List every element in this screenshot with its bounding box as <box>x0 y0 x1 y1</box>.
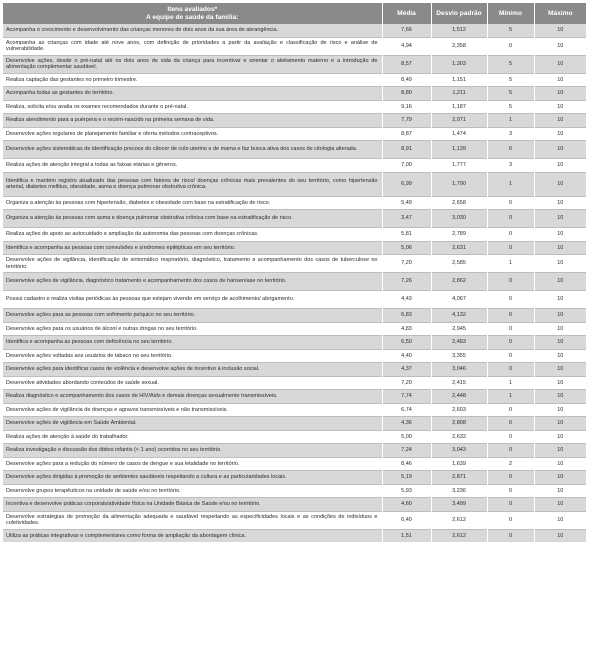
cell-item: Identifica e acompanha as pessoas com deficiência no seu território. <box>3 336 382 350</box>
table-row <box>3 196 586 210</box>
header-items <box>3 3 382 24</box>
cell-maximo: 10 <box>534 114 586 128</box>
cell-desvio-padrao: 1,303 <box>431 55 487 73</box>
cell-item: Desenvolve grupos terapêuticos na unidade de saúde e/ou no território. <box>3 484 382 498</box>
cell-maximo: 10 <box>534 390 586 404</box>
cell-item: Realiza ações de atenção integral a todas as faixas etárias e gêneros. <box>3 159 382 173</box>
cell-minimo: 1 <box>487 376 534 390</box>
cell-item: Utiliza as práticas integrativas e complementares como forma de ampliação da abordagem clínica. <box>3 529 382 542</box>
cell-desvio-padrao: 2,603 <box>431 403 487 417</box>
table-row <box>3 457 586 471</box>
table-row <box>3 511 586 529</box>
cell-minimo: 0 <box>487 196 534 210</box>
cell-minimo: 5 <box>487 55 534 73</box>
table-row <box>3 24 586 37</box>
cell-item: Realiza diagnóstico e acompanhamento dos casos de HIV/Aids e demais doenças sexualmente transmissíveis. <box>3 390 382 404</box>
cell-item: Realiza atendimento para a puérpera e o recém-nascido na primeira semana de vida. <box>3 114 382 128</box>
cell-desvio-padrao: 1,474 <box>431 127 487 141</box>
table-row <box>3 349 586 363</box>
table-row <box>3 172 586 196</box>
cell-maximo: 10 <box>534 87 586 101</box>
cell-maximo: 10 <box>534 241 586 255</box>
table-row <box>3 141 586 159</box>
cell-minimo: 6 <box>487 141 534 159</box>
table-row <box>3 241 586 255</box>
cell-minimo: 0 <box>487 471 534 485</box>
cell-minimo: 0 <box>487 363 534 377</box>
cell-media: 7,20 <box>382 255 431 273</box>
cell-media: 6,83 <box>382 309 431 323</box>
cell-media: 6,50 <box>382 336 431 350</box>
cell-desvio-padrao: 2,945 <box>431 322 487 336</box>
cell-minimo: 0 <box>487 444 534 458</box>
cell-media: 5,06 <box>382 241 431 255</box>
cell-desvio-padrao: 3,043 <box>431 444 487 458</box>
cell-media: 8,46 <box>382 457 431 471</box>
table-row <box>3 127 586 141</box>
cell-item: Incentiva e desenvolve práticas corporais/atividade física na Unidade Básica de Saúde e/ou no território. <box>3 498 382 512</box>
cell-media: 7,24 <box>382 444 431 458</box>
cell-minimo: 0 <box>487 210 534 228</box>
table-row <box>3 336 586 350</box>
table-row <box>3 430 586 444</box>
cell-maximo: 10 <box>534 511 586 529</box>
cell-minimo: 3 <box>487 159 534 173</box>
cell-minimo: 1 <box>487 114 534 128</box>
cell-minimo: 1 <box>487 255 534 273</box>
cell-item: Acompanha todas as gestantes do território. <box>3 87 382 101</box>
cell-desvio-padrao: 1,211 <box>431 87 487 101</box>
cell-desvio-padrao: 2,612 <box>431 511 487 529</box>
cell-desvio-padrao: 4,067 <box>431 291 487 309</box>
cell-minimo: 1 <box>487 172 534 196</box>
cell-media: 4,83 <box>382 322 431 336</box>
table-row <box>3 87 586 101</box>
cell-minimo: 0 <box>487 430 534 444</box>
cell-maximo: 10 <box>534 37 586 55</box>
cell-minimo: 5 <box>487 100 534 114</box>
cell-desvio-padrao: 3,499 <box>431 498 487 512</box>
cell-maximo: 10 <box>534 228 586 242</box>
cell-media: 7,26 <box>382 273 431 291</box>
cell-item: Desenvolve ações de vigilância de doenças e agravos transmissíveis e não transmissíveis. <box>3 403 382 417</box>
cell-item: Desenvolve ações para as pessoas com sofrimento psíquico no seu território. <box>3 309 382 323</box>
cell-minimo: 0 <box>487 309 534 323</box>
cell-minimo: 0 <box>487 291 534 309</box>
table-row <box>3 444 586 458</box>
cell-media: 9,16 <box>382 100 431 114</box>
cell-item: Realiza ações de apoio ao autocuidado e ampliação da autonomia das pessoas com doenças crônicas. <box>3 228 382 242</box>
cell-desvio-padrao: 1,187 <box>431 100 487 114</box>
header-items-line2: A equipe de saúde da família: <box>146 13 239 21</box>
cell-item: Desenvolve ações dirigidas à promoção de ambientes saudáveis respeitando a cultura e as particularidades locais. <box>3 471 382 485</box>
cell-minimo: 0 <box>487 417 534 431</box>
cell-minimo: 0 <box>487 529 534 542</box>
table-row <box>3 498 586 512</box>
cell-desvio-padrao: 2,871 <box>431 471 487 485</box>
cell-maximo: 10 <box>534 430 586 444</box>
table-row <box>3 403 586 417</box>
cell-maximo: 10 <box>534 349 586 363</box>
cell-desvio-padrao: 2,862 <box>431 273 487 291</box>
table-row <box>3 484 586 498</box>
cell-desvio-padrao: 1,139 <box>431 141 487 159</box>
cell-media: 5,93 <box>382 484 431 498</box>
cell-media: 7,74 <box>382 390 431 404</box>
cell-maximo: 10 <box>534 336 586 350</box>
cell-minimo: 0 <box>487 37 534 55</box>
cell-media: 8,91 <box>382 141 431 159</box>
evaluation-table <box>3 3 586 542</box>
table-row <box>3 309 586 323</box>
cell-minimo: 0 <box>487 336 534 350</box>
cell-maximo: 10 <box>534 417 586 431</box>
table-header-row <box>3 3 586 24</box>
table-row <box>3 390 586 404</box>
cell-desvio-padrao: 3,046 <box>431 363 487 377</box>
cell-minimo: 0 <box>487 228 534 242</box>
cell-maximo: 10 <box>534 273 586 291</box>
cell-media: 8,57 <box>382 55 431 73</box>
cell-desvio-padrao: 2,612 <box>431 529 487 542</box>
cell-minimo: 5 <box>487 24 534 37</box>
cell-item: Realiza captação das gestantes no primeiro trimestre. <box>3 73 382 87</box>
table-row <box>3 228 586 242</box>
cell-media: 8,87 <box>382 127 431 141</box>
cell-minimo: 5 <box>487 87 534 101</box>
table-row <box>3 376 586 390</box>
cell-maximo: 10 <box>534 309 586 323</box>
cell-item: Desenvolve atividades abordando conteúdos de saúde sexual. <box>3 376 382 390</box>
cell-maximo: 10 <box>534 172 586 196</box>
table-row <box>3 73 586 87</box>
cell-desvio-padrao: 1,639 <box>431 457 487 471</box>
cell-item: Acompanha as crianças com idade até nove anos, com definição de prioridades a partir da avaliação e classificação de risco e análise de vulnerabilidade. <box>3 37 382 55</box>
cell-desvio-padrao: 2,415 <box>431 376 487 390</box>
cell-minimo: 0 <box>487 511 534 529</box>
table-row <box>3 273 586 291</box>
cell-desvio-padrao: 1,512 <box>431 24 487 37</box>
table-row <box>3 159 586 173</box>
table-row <box>3 471 586 485</box>
cell-item: Desenvolve estratégias de promoção da alimentação adequada e saudável respeitando as especificidades locais e as condições de indivíduos e coletividades. <box>3 511 382 529</box>
cell-desvio-padrao: 2,808 <box>431 417 487 431</box>
cell-desvio-padrao: 2,071 <box>431 114 487 128</box>
table-row <box>3 100 586 114</box>
cell-maximo: 10 <box>534 498 586 512</box>
header-desvio-padrao: Desvio padrão <box>431 3 487 24</box>
cell-item: Desenvolve ações regulares de planejamento familiar e oferta métodos contraceptivos. <box>3 127 382 141</box>
table-row <box>3 529 586 542</box>
cell-minimo: 0 <box>487 241 534 255</box>
cell-minimo: 0 <box>487 498 534 512</box>
cell-maximo: 10 <box>534 255 586 273</box>
cell-media: 7,66 <box>382 24 431 37</box>
table-row <box>3 363 586 377</box>
cell-minimo: 1 <box>487 390 534 404</box>
cell-media: 4,94 <box>382 37 431 55</box>
cell-item: Organiza a atenção às pessoas com asma e doença pulmonar obstrutiva crônica com base na estratificação de risco. <box>3 210 382 228</box>
cell-item: Desenvolve ações de vigilância, identificação de sintomático respiratório, diagnóstico, tratamento e acompanhamento dos casos de tuberculose no território. <box>3 255 382 273</box>
cell-media: 1,51 <box>382 529 431 542</box>
cell-desvio-padrao: 3,030 <box>431 210 487 228</box>
cell-maximo: 10 <box>534 73 586 87</box>
cell-maximo: 10 <box>534 210 586 228</box>
cell-media: 6,74 <box>382 403 431 417</box>
cell-item: Identifica e mantém registro atualizado das pessoas com fatores de risco/ doenças crônicas mais prevalentes do seu território, como hipertensão arterial, diabetes mellitus, obesidade, asma e doença pulmonar obstrutiva crônica. <box>3 172 382 196</box>
cell-media: 7,00 <box>382 159 431 173</box>
cell-desvio-padrao: 3,236 <box>431 484 487 498</box>
cell-maximo: 10 <box>534 529 586 542</box>
cell-minimo: 0 <box>487 349 534 363</box>
cell-item: Desenvolve ações para identificar casos de violência e desenvolve ações de incentivo à inclusão social. <box>3 363 382 377</box>
cell-minimo: 2 <box>487 457 534 471</box>
cell-minimo: 0 <box>487 273 534 291</box>
cell-desvio-padrao: 2,789 <box>431 228 487 242</box>
cell-maximo: 10 <box>534 196 586 210</box>
table-body <box>3 24 586 542</box>
cell-media: 4,36 <box>382 417 431 431</box>
cell-maximo: 10 <box>534 457 586 471</box>
cell-maximo: 10 <box>534 322 586 336</box>
cell-maximo: 10 <box>534 141 586 159</box>
cell-media: 4,60 <box>382 498 431 512</box>
header-media: Média <box>382 3 431 24</box>
cell-media: 7,20 <box>382 376 431 390</box>
table-row <box>3 210 586 228</box>
cell-maximo: 10 <box>534 363 586 377</box>
cell-maximo: 10 <box>534 159 586 173</box>
cell-item: Desenvolve ações de vigilância em Saúde Ambiental. <box>3 417 382 431</box>
cell-item: Realiza, solicita e/ou avalia os exames recomendados durante o pré-natal. <box>3 100 382 114</box>
cell-maximo: 10 <box>534 444 586 458</box>
cell-desvio-padrao: 4,132 <box>431 309 487 323</box>
cell-media: 8,49 <box>382 73 431 87</box>
cell-media: 5,81 <box>382 228 431 242</box>
cell-maximo: 10 <box>534 471 586 485</box>
table-row <box>3 322 586 336</box>
header-minimo: Mínimo <box>487 3 534 24</box>
table-row <box>3 255 586 273</box>
cell-minimo: 3 <box>487 127 534 141</box>
cell-item: Acompanha o crescimento e desenvolvimento das crianças menores de dois anos da sua área de abrangência. <box>3 24 382 37</box>
table-container <box>3 3 586 542</box>
cell-media: 6,99 <box>382 172 431 196</box>
cell-desvio-padrao: 1,151 <box>431 73 487 87</box>
cell-item: Realiza ações de atenção à saúde do trabalhador. <box>3 430 382 444</box>
table-row <box>3 291 586 309</box>
header-items-line1: Itens avaliados* <box>167 6 218 14</box>
cell-media: 5,00 <box>382 430 431 444</box>
cell-desvio-padrao: 2,585 <box>431 255 487 273</box>
header-maximo: Máximo <box>534 3 586 24</box>
cell-desvio-padrao: 2,483 <box>431 336 487 350</box>
cell-minimo: 0 <box>487 403 534 417</box>
cell-media: 7,79 <box>382 114 431 128</box>
cell-item: Desenvolve ações para a redução do número de casos de dengue e sua letalidade no território. <box>3 457 382 471</box>
table-row <box>3 114 586 128</box>
cell-minimo: 0 <box>487 322 534 336</box>
cell-media: 6,40 <box>382 511 431 529</box>
cell-maximo: 10 <box>534 291 586 309</box>
cell-item: Desenvolve ações de vigilância, diagnóstico tratamento e acompanhamento dos casos de hanseníase no território. <box>3 273 382 291</box>
cell-item: Desenvolve ações sistemáticas de identificação precoce do câncer de colo uterino e de mama e faz busca ativa dos casos de citologia alterada. <box>3 141 382 159</box>
cell-item: Desenvolve ações para os usuários de álcool e outras drogas no seu território. <box>3 322 382 336</box>
cell-maximo: 10 <box>534 127 586 141</box>
cell-maximo: 10 <box>534 403 586 417</box>
cell-maximo: 10 <box>534 100 586 114</box>
cell-item: Desenvolve ações voltadas aos usuários de tabaco no seu território. <box>3 349 382 363</box>
cell-desvio-padrao: 2,448 <box>431 390 487 404</box>
cell-item: Realiza investigação e discussão dos óbitos infantis (< 1 ano) ocorridos no seu território. <box>3 444 382 458</box>
table-row <box>3 37 586 55</box>
cell-item: Desenvolve ações, desde o pré-natal até os dois anos de vida da criança para incentivar e orientar o aleitamento materno e a introdução de alimentação complementar saudável. <box>3 55 382 73</box>
cell-minimo: 0 <box>487 484 534 498</box>
cell-media: 4,40 <box>382 349 431 363</box>
cell-maximo: 10 <box>534 55 586 73</box>
cell-desvio-padrao: 1,790 <box>431 172 487 196</box>
cell-media: 5,19 <box>382 471 431 485</box>
cell-media: 5,49 <box>382 196 431 210</box>
cell-desvio-padrao: 2,631 <box>431 241 487 255</box>
cell-desvio-padrao: 2,358 <box>431 37 487 55</box>
cell-media: 4,43 <box>382 291 431 309</box>
cell-item: Organiza a atenção às pessoas com hipertensão, diabetes e obesidade com base na estratificação de risco. <box>3 196 382 210</box>
cell-media: 8,80 <box>382 87 431 101</box>
cell-maximo: 10 <box>534 24 586 37</box>
cell-item: Identifica e acompanha as pessoas com convulsões e síndromes epilépticas em seu território. <box>3 241 382 255</box>
cell-media: 3,47 <box>382 210 431 228</box>
cell-media: 4,37 <box>382 363 431 377</box>
cell-minimo: 5 <box>487 73 534 87</box>
table-row <box>3 55 586 73</box>
table-row <box>3 417 586 431</box>
cell-desvio-padrao: 2,632 <box>431 430 487 444</box>
cell-maximo: 10 <box>534 376 586 390</box>
cell-desvio-padrao: 2,658 <box>431 196 487 210</box>
cell-desvio-padrao: 3,355 <box>431 349 487 363</box>
cell-item: Possui cadastro e realiza visitas periódicas às pessoas que estejam vivendo em serviço de acolhimento/ abrigamento. <box>3 291 382 309</box>
cell-maximo: 10 <box>534 484 586 498</box>
cell-desvio-padrao: 1,777 <box>431 159 487 173</box>
